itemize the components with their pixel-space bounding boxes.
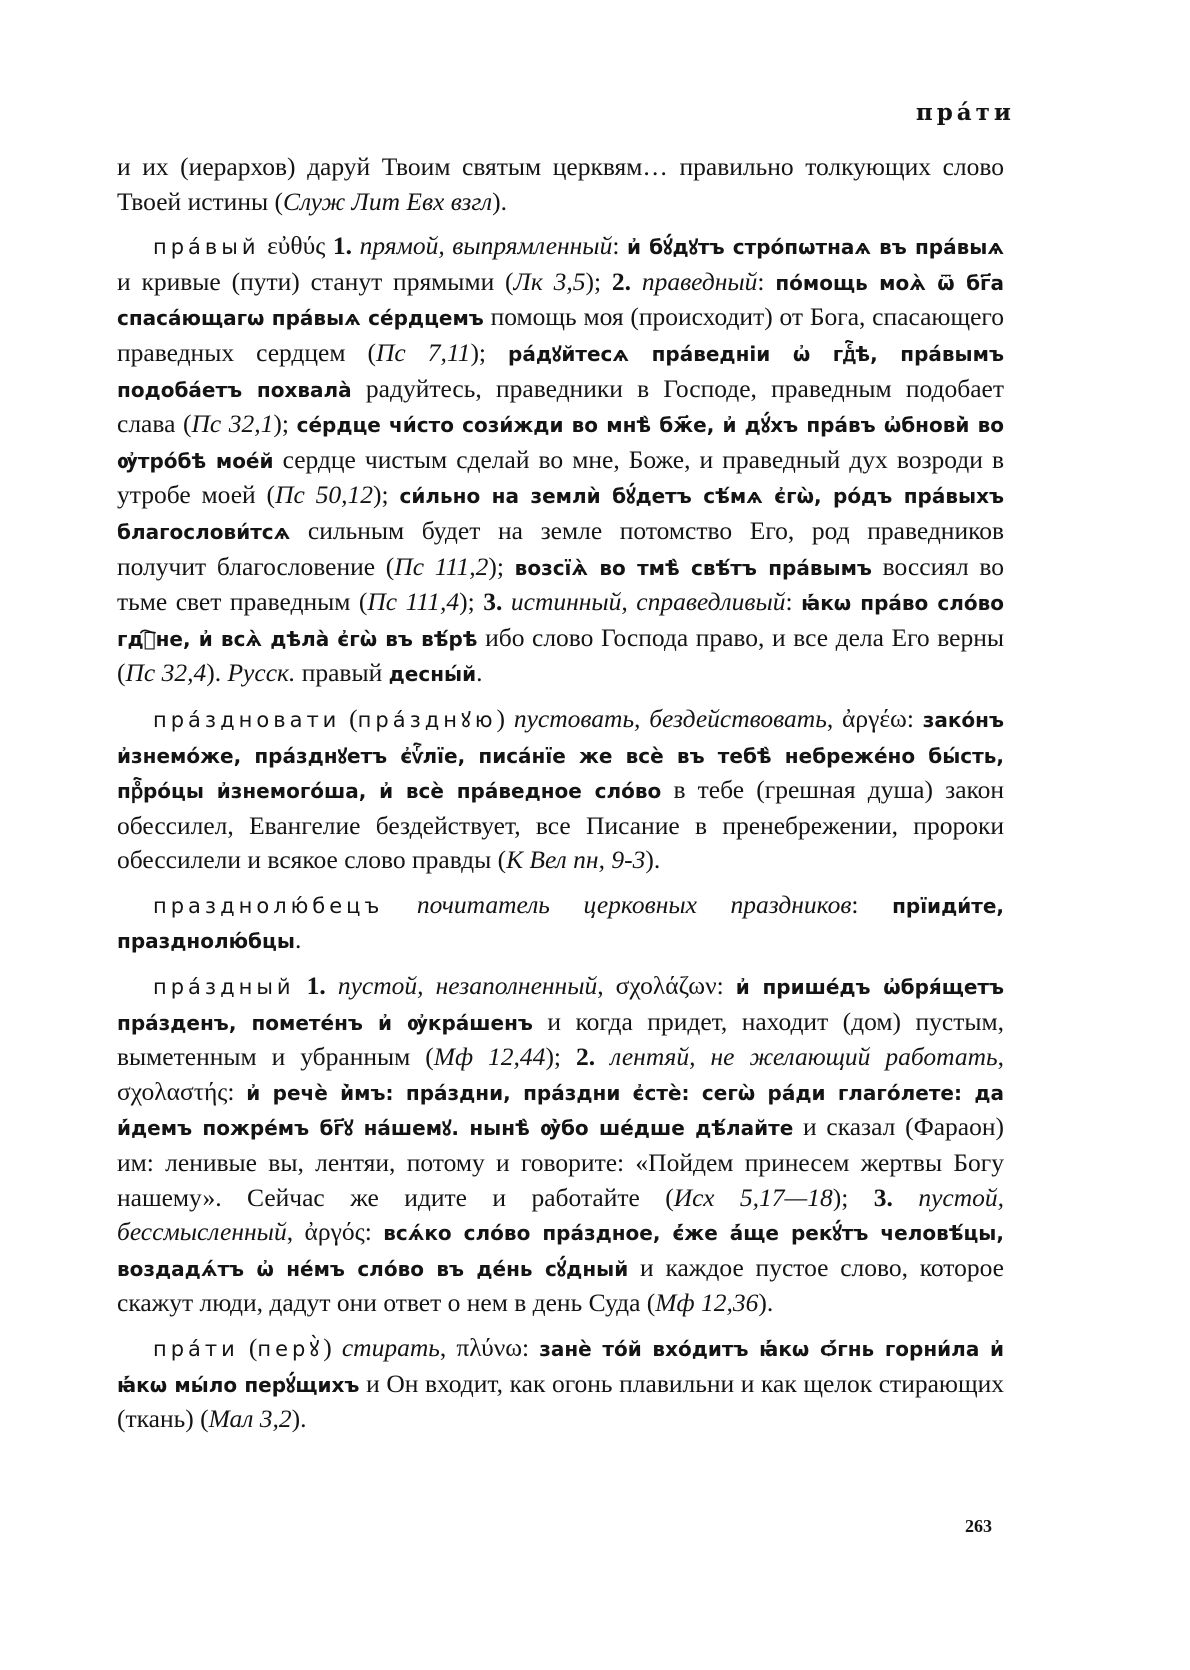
text-run: ); xyxy=(832,1182,874,1212)
church-slavonic-quote: по́мощь моѧ̀ ѿ бг҃а спаса́ющагѡ пра́выѧ се́рдцемъ xyxy=(117,270,1005,331)
church-slavonic-quote: ꙗ҆́кѡ пра́во сло́во гдⷭ҇не, и҆ всѧ̀ дѣла̀ є҆гѡ̀ въ вѣ́рѣ xyxy=(117,591,1005,651)
entry-prazdnyi xyxy=(117,969,1004,1321)
entry-prazdnoliubets xyxy=(117,888,1004,959)
text-run: и их (иерархов) даруй Твоим святым церквям… правильно толкующих слово Твоей истины ( xyxy=(117,152,1004,216)
text-run: ). xyxy=(206,658,228,688)
text-run: ). xyxy=(758,1288,774,1318)
entry-pravyi xyxy=(117,229,1004,692)
text-run: ). xyxy=(492,186,507,216)
text-run: : xyxy=(785,587,802,617)
headword: пра́вый xyxy=(153,235,260,260)
text-run: ( xyxy=(340,703,358,733)
text-run xyxy=(352,231,360,260)
italic-text: пустой, незаполненный xyxy=(337,971,598,1001)
text-run: . xyxy=(294,925,302,955)
text-run: . xyxy=(476,658,483,688)
italic-text: лентяй, не желающий работать xyxy=(610,1042,998,1072)
text-run xyxy=(502,587,511,616)
sense-number: 2. xyxy=(611,266,631,296)
italic-text: Пс 32,4 xyxy=(125,658,207,688)
text-run: и каждое пустое слово, которое скажут люди, дадут они ответ о нем в день Суда ( xyxy=(117,1252,1004,1318)
church-slavonic-quote: и҆ бꙋ́дꙋтъ стро́пѡтнаѧ въ пра́выѧ xyxy=(626,235,1004,260)
text-run: радуйтесь, праведники в Господе, праведным подобает слава ( xyxy=(117,373,1004,439)
text-run: ( xyxy=(238,1333,258,1362)
text-run: : xyxy=(612,231,627,261)
church-slavonic-quote: прїиди́те, празднолю́бцы xyxy=(117,893,1004,954)
italic-text: Пс 111,2 xyxy=(394,551,489,581)
church-slavonic-quote: зако́нъ и҆знемо́же, пра́зднꙋетъ є҆ѵⷢ҇лїе, писа́нїе же всѐ въ тебѣ̀ небреже́но бы́сть, прⷪ҇ро́цы и҆знемого́ша, и҆ всѐ пра́ведное сло́во xyxy=(117,707,1005,804)
italic-text: Пс 111,4 xyxy=(367,587,460,617)
italic-text: стирать xyxy=(341,1333,440,1362)
italic-text: Служ Лит Евх взгл xyxy=(282,186,493,216)
text-run: и кривые (пути) станут прямыми ( xyxy=(117,266,514,296)
text-run xyxy=(295,971,307,1000)
italic-text: праведный xyxy=(641,266,758,296)
church-slavonic-quote: занѐ то́й вхо́дитъ ꙗ҆́кѡ ѻ҆́гнь горни́ла и҆ ꙗ҆́кѡ мы́ло перꙋ́щихъ xyxy=(117,1337,1005,1397)
text-run: ); xyxy=(470,337,508,367)
italic-text: почитатель церковных праздников xyxy=(416,889,852,919)
text-run: ибо слово Господа право, и все дела Его верны ( xyxy=(117,622,1004,688)
italic-text: Лк 3,5 xyxy=(513,266,586,296)
italic-text: К Вел пн, 9-3 xyxy=(506,845,646,875)
text-run xyxy=(893,1183,918,1212)
sense-number: 1. xyxy=(306,971,326,1001)
text-run: ); xyxy=(373,480,400,510)
entry-prazdnovati xyxy=(117,702,1004,878)
sense-number: 3. xyxy=(483,587,503,617)
text-run: сильным будет на земле потомство Его, род праведников получит благословение ( xyxy=(117,515,1004,581)
sense-number: 3. xyxy=(873,1182,893,1212)
text-run xyxy=(595,1042,610,1071)
text-run: ); xyxy=(273,409,297,439)
church-slavonic-quote: си́льно на землѝ бꙋ́детъ сѣ́мѧ є҆гѡ̀, ро́дъ пра́выхъ благослови́тсѧ xyxy=(117,484,1005,544)
sense-number: 2. xyxy=(576,1042,596,1072)
running-head: пра́ти xyxy=(915,99,1015,126)
headword: пра́здный xyxy=(153,975,295,1000)
entry-continuation xyxy=(117,150,1004,219)
text-run: , ἀργός: xyxy=(286,1217,384,1247)
text-run: , πλύνω: xyxy=(439,1333,540,1362)
text-run: ); xyxy=(488,551,515,581)
text-run: ) xyxy=(323,1333,342,1362)
italic-text: Пс 50,12 xyxy=(275,480,374,510)
church-slavonic-quote: се́рдце чи́сто сози́жди во мнѣ̀ бж҃е, и҆ дꙋ́хъ пра́въ ѡ҆бнови̇̀ во ѹ҆тро́бѣ мое́й xyxy=(117,413,1004,473)
italic-text: Пс 32,1 xyxy=(191,409,274,439)
church-slavonic-quote: ра́дꙋйтесѧ пра́ведніи ѡ҆ гдⷭ҇ѣ, пра́вымъ подоба́етъ похвала̀ xyxy=(117,341,1005,402)
headword: празднолю́бецъ xyxy=(153,893,384,918)
church-slavonic-quote: и҆ прише́дъ ѡ҆бря́щетъ пра́зденъ, помете́нъ и҆ ѹ҆кра́шенъ xyxy=(117,975,1005,1035)
sense-number: 1. xyxy=(332,231,353,261)
text-run xyxy=(383,890,417,919)
entries-block xyxy=(117,150,1004,1447)
headword: перꙋ̀ xyxy=(257,1337,324,1361)
text-run xyxy=(631,267,642,296)
headword: пра́здновати xyxy=(153,707,341,732)
headword: пра́зднꙋю xyxy=(357,707,497,732)
italic-text: Пс 7,11 xyxy=(375,337,471,367)
text-run: ); xyxy=(585,266,612,296)
text-run: и Он входит, как огонь плавильни и как щелок стирающих (ткань) ( xyxy=(117,1368,1005,1434)
text-run: и когда придет, находит (дом) пустым, выметенным и убранным ( xyxy=(117,1006,1004,1072)
italic-text: истинный, справедливый xyxy=(510,587,786,617)
text-run: и сказал (Фараон) им: ленивые вы, лентяи, потому и говорите: «Пойдем принесем жертвы Богу нашему». Сейчас же идите и работайте ( xyxy=(117,1112,1004,1212)
text-run: воссиял во тьме свет праведным ( xyxy=(117,551,1005,617)
text-run: : xyxy=(851,889,893,919)
text-run: ); xyxy=(545,1042,576,1072)
text-run: сердце чистым сделай во мне, Боже, и праведный дух возроди в утробе моей ( xyxy=(117,444,1004,510)
church-slavonic-quote: десны́й xyxy=(388,662,477,687)
text-run: помощь моя (происходит) от Бога, спасающего праведных сердцем ( xyxy=(117,302,1004,367)
italic-text: прямой, выпрямленный xyxy=(359,231,613,261)
italic-text: Мф 12,44 xyxy=(433,1042,546,1072)
page-number: 263 xyxy=(965,1516,992,1536)
text-run xyxy=(326,971,338,1000)
text-run: ) xyxy=(496,703,514,733)
text-run: правый xyxy=(295,658,389,688)
italic-text: Мал 3,2 xyxy=(208,1404,292,1434)
church-slavonic-quote: всѧ́ко сло́во пра́здное, є҆́же а҆́ще рекꙋ́тъ человѣ́цы, воздадѧ́тъ ѡ҆ не́мъ сло́во въ де́нь сꙋ́дный xyxy=(117,1221,1004,1281)
text-run: , σχολάζων: xyxy=(597,971,736,1001)
text-run: ); xyxy=(459,587,484,617)
italic-text: пустовать, бездействовать xyxy=(513,703,827,733)
text-run: : xyxy=(757,266,776,296)
church-slavonic-quote: и҆ речѐ и҆̀мъ: пра́здни, пра́здни є҆стѐ: сегѡ̀ ра́ди глаго́лете: да и҆́демъ пожре́мъ бг҃ꙋ на́шемꙋ. нынѣ̀ ѹ҆̀бо ше́дше дѣ́лайте xyxy=(117,1080,1004,1141)
entry-prati xyxy=(117,1331,1004,1437)
italic-text: Мф 12,36 xyxy=(655,1288,759,1318)
italic-text: Русск. xyxy=(227,658,296,688)
italic-text: Исх 5,17—18 xyxy=(673,1182,833,1212)
headword: пра́ти xyxy=(153,1337,239,1361)
text-run: ). xyxy=(645,845,661,875)
church-slavonic-quote: возсїѧ̀ во тмѣ̀ свѣ́тъ пра́вымъ xyxy=(514,555,872,580)
text-run: ). xyxy=(291,1404,307,1434)
text-run: , ἀργέω: xyxy=(826,703,923,733)
text-run: в тебе (грешная душа) закон обессилел, Евангелие бездействует, все Писание в пренебрежении, пророки обессилели и всякое слово правды ( xyxy=(117,775,1005,875)
text-run: εὐθύς xyxy=(259,231,333,261)
italic-text: пустой, бессмысленный xyxy=(117,1182,1005,1247)
text-run: , σχολαστής: xyxy=(117,1042,1005,1106)
